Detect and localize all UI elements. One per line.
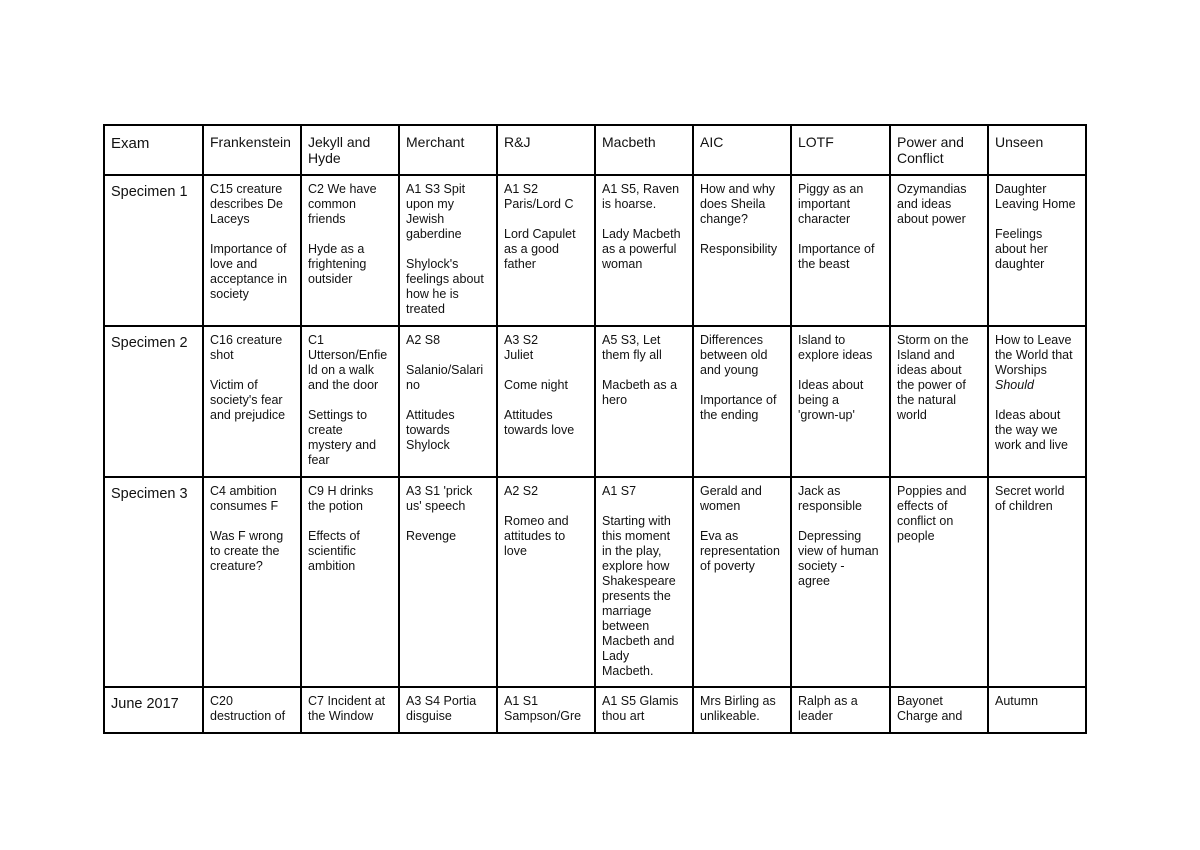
header-power: Power and Conflict bbox=[890, 125, 988, 175]
header-macbeth: Macbeth bbox=[595, 125, 693, 175]
header-rj: R&J bbox=[497, 125, 595, 175]
header-frankenstein: Frankenstein bbox=[203, 125, 301, 175]
row-specimen-3 bbox=[104, 477, 1086, 687]
cell-merchant: A2 S8 Salanio/Salari no Attitudes towards Shylock bbox=[399, 326, 497, 477]
cell-frankenstein: C4 ambition consumes F Was F wrong to create the creature? bbox=[203, 477, 301, 687]
header-lotf: LOTF bbox=[791, 125, 890, 175]
exam-topics-table bbox=[103, 124, 1087, 734]
cell-frankenstein: C15 creature describes De Laceys Importance of love and acceptance in society bbox=[203, 175, 301, 326]
cell-power: Poppies and effects of conflict on people bbox=[890, 477, 988, 687]
cell-lotf: Jack as responsible Depressing view of human society - agree bbox=[791, 477, 890, 687]
cell-rj: A2 S2 Romeo and attitudes to love bbox=[497, 477, 595, 687]
cell-jekyll: C7 Incident at the Window bbox=[301, 687, 399, 733]
cell-jekyll: C9 H drinks the potion Effects of scientific ambition bbox=[301, 477, 399, 687]
row-june-2017 bbox=[104, 687, 1086, 733]
cell-macbeth: A1 S7 Starting with this moment in the play, explore how Shakespeare presents the marriage between Macbeth and Lady Macbeth. bbox=[595, 477, 693, 687]
cell-power: Ozymandias and ideas about power bbox=[890, 175, 988, 326]
cell-jekyll: C2 We have common friends Hyde as a frightening outsider bbox=[301, 175, 399, 326]
cell-macbeth: A5 S3, Let them fly all Macbeth as a hero bbox=[595, 326, 693, 477]
cell-lotf: Piggy as an important character Importance of the beast bbox=[791, 175, 890, 326]
cell-aic: Gerald and women Eva as representation of poverty bbox=[693, 477, 791, 687]
cell-rj: A3 S2 Juliet Come night Attitudes towards love bbox=[497, 326, 595, 477]
cell-frankenstein: C20 destruction of bbox=[203, 687, 301, 733]
cell-rj: A1 S1 Sampson/Gre bbox=[497, 687, 595, 733]
header-row bbox=[104, 125, 1086, 175]
cell-aic: Mrs Birling as unlikeable. bbox=[693, 687, 791, 733]
cell-lotf: Island to explore ideas Ideas about being a 'grown-up' bbox=[791, 326, 890, 477]
cell-merchant: A1 S3 Spit upon my Jewish gaberdine Shylock's feelings about how he is treated bbox=[399, 175, 497, 326]
cell-merchant: A3 S4 Portia disguise bbox=[399, 687, 497, 733]
row-label: Specimen 3 bbox=[104, 477, 203, 687]
cell-rj: A1 S2 Paris/Lord C Lord Capulet as a good father bbox=[497, 175, 595, 326]
header-unseen: Unseen bbox=[988, 125, 1086, 175]
header-jekyll: Jekyll and Hyde bbox=[301, 125, 399, 175]
cell-macbeth: A1 S5 Glamis thou art bbox=[595, 687, 693, 733]
row-specimen-2 bbox=[104, 326, 1086, 477]
row-label: Specimen 1 bbox=[104, 175, 203, 326]
header-aic: AIC bbox=[693, 125, 791, 175]
cell-frankenstein: C16 creature shot Victim of society's fear and prejudice bbox=[203, 326, 301, 477]
header-merchant: Merchant bbox=[399, 125, 497, 175]
row-label: Specimen 2 bbox=[104, 326, 203, 477]
header-exam: Exam bbox=[104, 125, 203, 175]
cell-jekyll: C1 Utterson/Enfie ld on a walk and the door Settings to create mystery and fear bbox=[301, 326, 399, 477]
cell-power: Storm on the Island and ideas about the power of the natural world bbox=[890, 326, 988, 477]
cell-lotf: Ralph as a leader bbox=[791, 687, 890, 733]
cell-power: Bayonet Charge and bbox=[890, 687, 988, 733]
cell-unseen: Secret world of children bbox=[988, 477, 1086, 687]
cell-aic: Differences between old and young Importance of the ending bbox=[693, 326, 791, 477]
poem-title: How to Leave the World that Worships bbox=[995, 333, 1073, 377]
cell-merchant: A3 S1 'prick us' speech Revenge bbox=[399, 477, 497, 687]
cell-unseen: Daughter Leaving Home Feelings about her daughter bbox=[988, 175, 1086, 326]
cell-aic: How and why does Sheila change? Responsibility bbox=[693, 175, 791, 326]
row-label: June 2017 bbox=[104, 687, 203, 733]
poem-title-italic: Should bbox=[995, 378, 1034, 392]
cell-macbeth: A1 S5, Raven is hoarse. Lady Macbeth as a powerful woman bbox=[595, 175, 693, 326]
row-specimen-1 bbox=[104, 175, 1086, 326]
cell-unseen: How to Leave the World that Worships Should Ideas about the way we work and live bbox=[988, 326, 1086, 477]
cell-unseen: Autumn bbox=[988, 687, 1086, 733]
